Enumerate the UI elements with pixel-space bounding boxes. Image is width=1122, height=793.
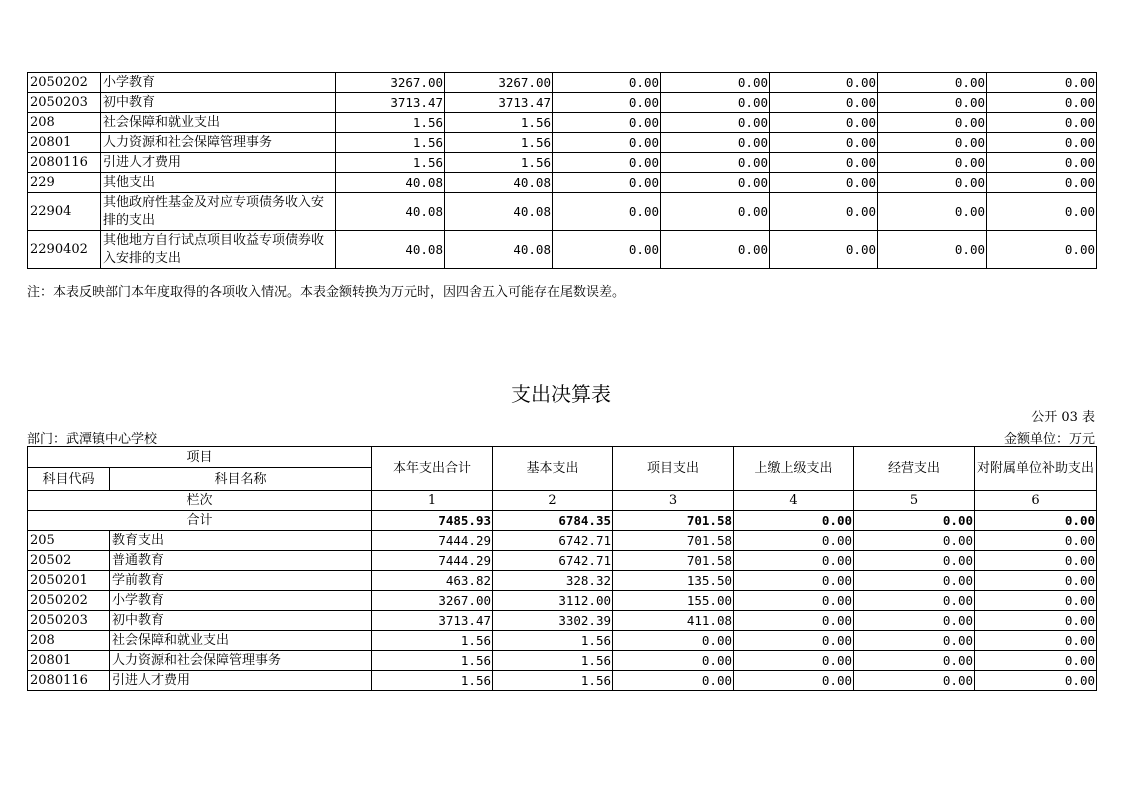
table-row <box>28 651 1097 671</box>
value-cell: 3302.39 <box>493 611 613 631</box>
subject-code: 2050202 <box>28 73 101 93</box>
subject-code: 2050202 <box>28 591 110 611</box>
value-cell: 0.00 <box>734 591 854 611</box>
value-cell: 0.00 <box>613 631 734 651</box>
value-cell: 0.00 <box>553 73 661 93</box>
value-cell: 0.00 <box>975 631 1097 651</box>
value-cell: 1.56 <box>372 631 493 651</box>
value-cell: 3713.47 <box>372 611 493 631</box>
subject-name: 社会保障和就业支出 <box>110 631 372 651</box>
table-row <box>28 73 1097 93</box>
value-cell: 0.00 <box>734 531 854 551</box>
value-cell: 0.00 <box>854 611 975 631</box>
column-number: 5 <box>854 491 975 511</box>
value-cell: 0.00 <box>770 231 878 269</box>
value-cell: 1.56 <box>493 671 613 691</box>
value-cell: 0.00 <box>987 73 1097 93</box>
value-cell: 0.00 <box>878 113 987 133</box>
value-cell: 135.50 <box>613 571 734 591</box>
value-cell: 0.00 <box>661 113 770 133</box>
value-cell: 3112.00 <box>493 591 613 611</box>
value-cell: 1.56 <box>445 153 553 173</box>
value-cell: 0.00 <box>854 551 975 571</box>
value-cell: 0.00 <box>975 611 1097 631</box>
page-title: 支出决算表 <box>511 382 611 406</box>
table-row <box>28 631 1097 651</box>
subject-name: 引进人才费用 <box>101 153 336 173</box>
value-cell: 0.00 <box>878 173 987 193</box>
unit-label: 金额单位：万元 <box>1003 432 1095 447</box>
value-cell: 0.00 <box>770 173 878 193</box>
value-cell: 155.00 <box>613 591 734 611</box>
value-cell: 6742.71 <box>493 531 613 551</box>
expense-table <box>27 446 1097 691</box>
value-cell: 3267.00 <box>372 591 493 611</box>
value-cell: 0.00 <box>975 591 1097 611</box>
subject-name: 其他政府性基金及对应专项债务收入安排的支出 <box>101 193 336 231</box>
subject-code: 22904 <box>28 193 101 231</box>
value-cell: 0.00 <box>987 133 1097 153</box>
value-cell: 40.08 <box>445 231 553 269</box>
value-cell: 40.08 <box>445 173 553 193</box>
value-cell: 701.58 <box>613 551 734 571</box>
value-cell: 0.00 <box>987 173 1097 193</box>
header-project: 项目支出 <box>613 447 734 491</box>
column-number: 6 <box>975 491 1097 511</box>
income-table <box>27 72 1097 269</box>
subject-name: 人力资源和社会保障管理事务 <box>110 651 372 671</box>
value-cell: 0.00 <box>854 651 975 671</box>
value-cell: 1.56 <box>445 133 553 153</box>
subject-code: 208 <box>28 631 110 651</box>
total-value: 0.00 <box>734 511 854 531</box>
value-cell: 463.82 <box>372 571 493 591</box>
value-cell: 0.00 <box>975 571 1097 591</box>
value-cell: 0.00 <box>661 93 770 113</box>
value-cell: 1.56 <box>372 671 493 691</box>
value-cell: 0.00 <box>661 153 770 173</box>
value-cell: 0.00 <box>661 193 770 231</box>
value-cell: 40.08 <box>445 193 553 231</box>
table-note: 注：本表反映部门本年度取得的各项收入情况。本表金额转换为万元时，因四舍五入可能存在尾数误差。 <box>27 285 626 300</box>
header-business: 经营支出 <box>854 447 975 491</box>
value-cell: 1.56 <box>336 153 445 173</box>
subject-code: 20502 <box>28 551 110 571</box>
subject-code: 2050201 <box>28 571 110 591</box>
value-cell: 0.00 <box>734 671 854 691</box>
total-value: 7485.93 <box>372 511 493 531</box>
header-total: 本年支出合计 <box>372 447 493 491</box>
value-cell: 0.00 <box>770 153 878 173</box>
value-cell: 0.00 <box>734 571 854 591</box>
table-row <box>28 671 1097 691</box>
value-cell: 0.00 <box>878 73 987 93</box>
header-subject-name: 科目名称 <box>110 468 372 491</box>
total-value: 0.00 <box>975 511 1097 531</box>
table-row <box>28 571 1097 591</box>
value-cell: 0.00 <box>975 551 1097 571</box>
subject-code: 229 <box>28 173 101 193</box>
value-cell: 0.00 <box>770 73 878 93</box>
table-row <box>28 551 1097 571</box>
total-label: 合计 <box>28 511 372 531</box>
subject-name: 教育支出 <box>110 531 372 551</box>
total-row <box>28 511 1097 531</box>
value-cell: 3267.00 <box>336 73 445 93</box>
value-cell: 0.00 <box>553 173 661 193</box>
header-item: 项目 <box>28 447 372 468</box>
value-cell: 1.56 <box>445 113 553 133</box>
total-value: 701.58 <box>613 511 734 531</box>
value-cell: 0.00 <box>553 193 661 231</box>
value-cell: 0.00 <box>878 153 987 173</box>
value-cell: 0.00 <box>553 93 661 113</box>
column-label: 栏次 <box>28 491 372 511</box>
value-cell: 0.00 <box>661 173 770 193</box>
value-cell: 0.00 <box>987 231 1097 269</box>
value-cell: 0.00 <box>734 611 854 631</box>
value-cell: 0.00 <box>854 671 975 691</box>
value-cell: 0.00 <box>770 133 878 153</box>
subject-code: 205 <box>28 531 110 551</box>
value-cell: 0.00 <box>734 651 854 671</box>
value-cell: 411.08 <box>613 611 734 631</box>
header-subsidy: 对附属单位补助支出 <box>975 447 1097 491</box>
value-cell: 0.00 <box>878 133 987 153</box>
value-cell: 1.56 <box>493 651 613 671</box>
subject-code: 2080116 <box>28 153 101 173</box>
value-cell: 0.00 <box>734 551 854 571</box>
value-cell: 0.00 <box>987 113 1097 133</box>
value-cell: 0.00 <box>854 571 975 591</box>
value-cell: 0.00 <box>613 671 734 691</box>
value-cell: 40.08 <box>336 173 445 193</box>
value-cell: 0.00 <box>553 153 661 173</box>
subject-name: 初中教育 <box>110 611 372 631</box>
header-row <box>28 447 1097 468</box>
value-cell: 7444.29 <box>372 531 493 551</box>
value-cell: 0.00 <box>975 651 1097 671</box>
subject-name: 人力资源和社会保障管理事务 <box>101 133 336 153</box>
value-cell: 0.00 <box>661 73 770 93</box>
value-cell: 0.00 <box>987 193 1097 231</box>
table-row <box>28 133 1097 153</box>
value-cell: 701.58 <box>613 531 734 551</box>
value-cell: 1.56 <box>336 113 445 133</box>
department-label: 部门：武潭镇中心学校 <box>27 432 158 447</box>
column-number: 3 <box>613 491 734 511</box>
table-row <box>28 231 1097 269</box>
subject-code: 20801 <box>28 651 110 671</box>
subject-code: 2290402 <box>28 231 101 269</box>
subject-name: 社会保障和就业支出 <box>101 113 336 133</box>
value-cell: 328.32 <box>493 571 613 591</box>
value-cell: 0.00 <box>661 133 770 153</box>
value-cell: 0.00 <box>770 113 878 133</box>
value-cell: 0.00 <box>987 153 1097 173</box>
value-cell: 0.00 <box>987 93 1097 113</box>
header-basic: 基本支出 <box>493 447 613 491</box>
subject-name: 小学教育 <box>101 73 336 93</box>
table-row <box>28 193 1097 231</box>
value-cell: 0.00 <box>734 631 854 651</box>
value-cell: 3713.47 <box>336 93 445 113</box>
column-number: 1 <box>372 491 493 511</box>
table-row <box>28 531 1097 551</box>
value-cell: 1.56 <box>336 133 445 153</box>
column-number-row <box>28 491 1097 511</box>
value-cell: 0.00 <box>878 231 987 269</box>
subject-name: 小学教育 <box>110 591 372 611</box>
value-cell: 0.00 <box>854 531 975 551</box>
table-row <box>28 153 1097 173</box>
table-row <box>28 611 1097 631</box>
form-code-label: 公开 03 表 <box>1031 410 1095 425</box>
value-cell: 0.00 <box>854 591 975 611</box>
subject-code: 208 <box>28 113 101 133</box>
value-cell: 0.00 <box>975 671 1097 691</box>
subject-name: 普通教育 <box>110 551 372 571</box>
subject-name: 初中教育 <box>101 93 336 113</box>
table-row <box>28 173 1097 193</box>
value-cell: 0.00 <box>878 93 987 113</box>
table-row <box>28 591 1097 611</box>
total-value: 6784.35 <box>493 511 613 531</box>
value-cell: 0.00 <box>770 193 878 231</box>
value-cell: 40.08 <box>336 231 445 269</box>
subject-name: 其他支出 <box>101 173 336 193</box>
value-cell: 1.56 <box>493 631 613 651</box>
value-cell: 40.08 <box>336 193 445 231</box>
value-cell: 0.00 <box>553 231 661 269</box>
value-cell: 0.00 <box>613 651 734 671</box>
header-upper: 上缴上级支出 <box>734 447 854 491</box>
subject-code: 2080116 <box>28 671 110 691</box>
subject-code: 2050203 <box>28 93 101 113</box>
column-number: 2 <box>493 491 613 511</box>
column-number: 4 <box>734 491 854 511</box>
subject-code: 2050203 <box>28 611 110 631</box>
value-cell: 0.00 <box>878 193 987 231</box>
table-row <box>28 93 1097 113</box>
header-subject-code: 科目代码 <box>28 468 110 491</box>
value-cell: 3267.00 <box>445 73 553 93</box>
table-row <box>28 113 1097 133</box>
subject-name: 引进人才费用 <box>110 671 372 691</box>
value-cell: 0.00 <box>770 93 878 113</box>
subject-code: 20801 <box>28 133 101 153</box>
value-cell: 0.00 <box>661 231 770 269</box>
value-cell: 7444.29 <box>372 551 493 571</box>
value-cell: 0.00 <box>975 531 1097 551</box>
total-value: 0.00 <box>854 511 975 531</box>
value-cell: 6742.71 <box>493 551 613 571</box>
value-cell: 0.00 <box>553 113 661 133</box>
subject-name: 其他地方自行试点项目收益专项债券收入安排的支出 <box>101 231 336 269</box>
value-cell: 0.00 <box>854 631 975 651</box>
value-cell: 1.56 <box>372 651 493 671</box>
value-cell: 3713.47 <box>445 93 553 113</box>
subject-name: 学前教育 <box>110 571 372 591</box>
value-cell: 0.00 <box>553 133 661 153</box>
